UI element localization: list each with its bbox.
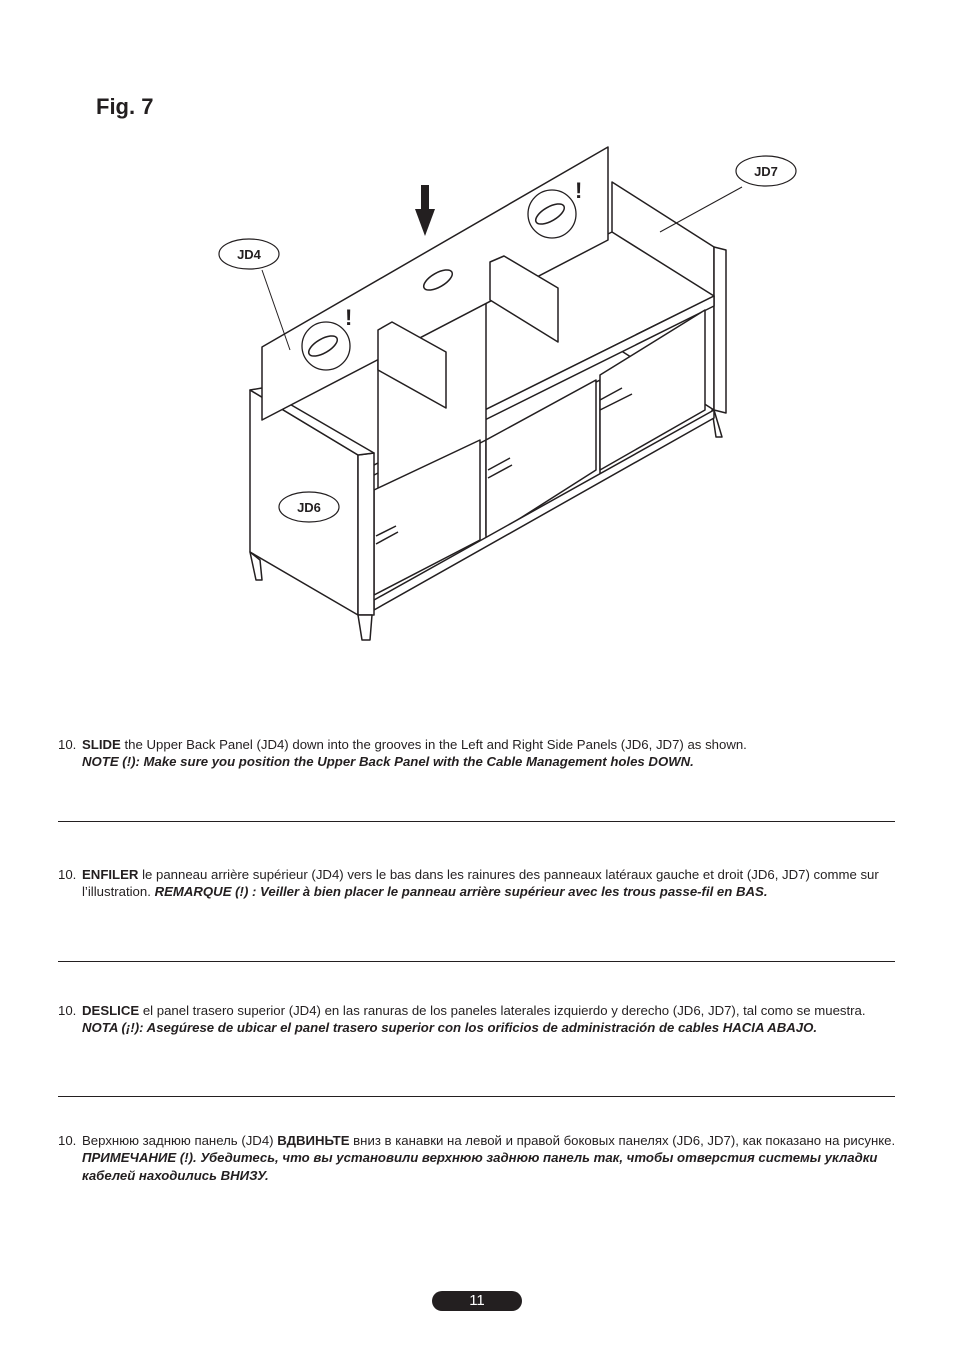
label-jd4: JD4 — [237, 247, 261, 262]
down-arrow-icon — [415, 185, 435, 236]
step-verb: SLIDE — [82, 737, 121, 752]
step-number: 10. — [58, 1003, 77, 1018]
step-number: 10. — [58, 737, 77, 752]
warning-mark-right: ! — [575, 178, 583, 203]
figure-title: Fig. 7 — [96, 94, 154, 119]
divider — [58, 961, 895, 962]
step-verb: ENFILER — [82, 867, 139, 882]
step-note: ПРИМЕЧАНИЕ (!). Убедитесь, что вы установили верхнюю заднюю панель так, чтобы отверстия системы укладки кабелей находились ВНИЗУ. — [82, 1150, 878, 1183]
step-body: le panneau arrière supérieur (JD4) vers le bas dans les rainures des panneaux latéraux gauche et droit (JD6, JD7) comme sur l’illustration. — [82, 867, 879, 900]
step-verb: ВДВИНЬТЕ — [277, 1133, 350, 1148]
step-body: вниз в канавки на левой и правой боковых панелях (JD6, JD7), как показано на рисунке. — [349, 1133, 896, 1148]
step-lead: Верхнюю заднюю панель (JD4) — [82, 1133, 278, 1148]
step-number: 10. — [58, 1133, 77, 1148]
step-body: the Upper Back Panel (JD4) down into the grooves in the Left and Right Side Panels (JD6, JD7) as shown. — [120, 737, 747, 752]
divider — [58, 1096, 895, 1097]
step-number: 10. — [58, 867, 77, 882]
instruction-french — [58, 866, 898, 901]
step-note: NOTE (!): Make sure you position the Upper Back Panel with the Cable Management holes DOWN. — [82, 754, 694, 770]
step-note: NOTA (¡!): Asegúrese de ubicar el panel trasero superior con los orificios de administración de cables HACIA ABAJO. — [82, 1020, 818, 1036]
step-verb: DESLICE — [82, 1003, 140, 1018]
page-number: 11 — [432, 1291, 522, 1311]
warning-mark-left: ! — [345, 305, 353, 330]
step-body: el panel trasero superior (JD4) en las ranuras de los paneles laterales izquierdo y derecho (JD6, JD7), tal como se muestra. — [139, 1003, 866, 1018]
label-jd7: JD7 — [754, 164, 778, 179]
instruction-spanish — [58, 1002, 898, 1037]
instruction-english — [58, 736, 898, 771]
step-note: REMARQUE (!) : Veiller à bien placer le panneau arrière supérieur avec les trous passe-fil en BAS. — [154, 884, 768, 900]
divider — [58, 821, 895, 822]
instruction-russian — [58, 1132, 898, 1184]
label-jd6: JD6 — [297, 500, 321, 515]
